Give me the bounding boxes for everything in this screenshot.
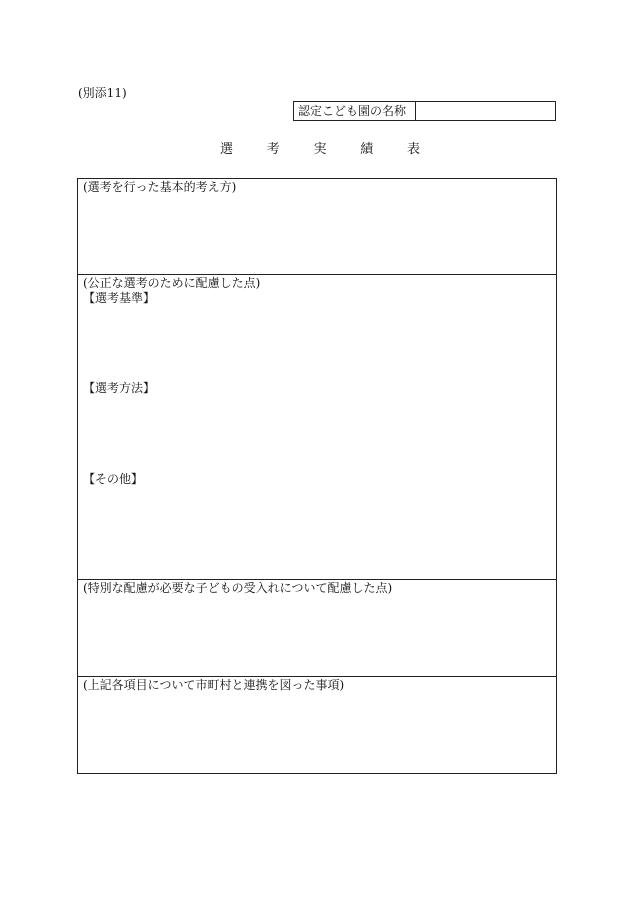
- subheading-other: 【その他】: [83, 472, 144, 486]
- title-char: 実: [313, 142, 327, 157]
- title-char: 選: [220, 142, 234, 157]
- section-municipal-coordination[interactable]: [78, 677, 556, 773]
- selection-record-form: [77, 178, 557, 774]
- facility-name-label: 認定こども園の名称: [294, 102, 416, 120]
- subheading-criteria: 【選考基準】: [83, 291, 156, 305]
- title-char: 表: [406, 142, 420, 157]
- section-heading-special: (特別な配慮が必要な子どもの受入れについて配慮した点): [83, 581, 393, 595]
- section-special-needs[interactable]: [78, 580, 556, 677]
- title-char: 績: [360, 142, 374, 157]
- subheading-method: 【選考方法】: [83, 381, 156, 395]
- section-heading-fair: (公正な選考のために配慮した点): [83, 276, 261, 290]
- document-title: [220, 142, 420, 158]
- facility-name-field[interactable]: [416, 102, 555, 120]
- title-char: 考: [266, 142, 280, 157]
- section-fairness[interactable]: [78, 275, 556, 580]
- annex-label: (別添11): [78, 86, 127, 100]
- facility-name-box: [293, 101, 556, 121]
- section-basic-approach[interactable]: [78, 179, 556, 275]
- section-heading-basic: (選考を行った基本的考え方): [83, 180, 237, 194]
- section-heading-municipal: (上記各項目について市町村と連携を図った事項): [83, 678, 345, 692]
